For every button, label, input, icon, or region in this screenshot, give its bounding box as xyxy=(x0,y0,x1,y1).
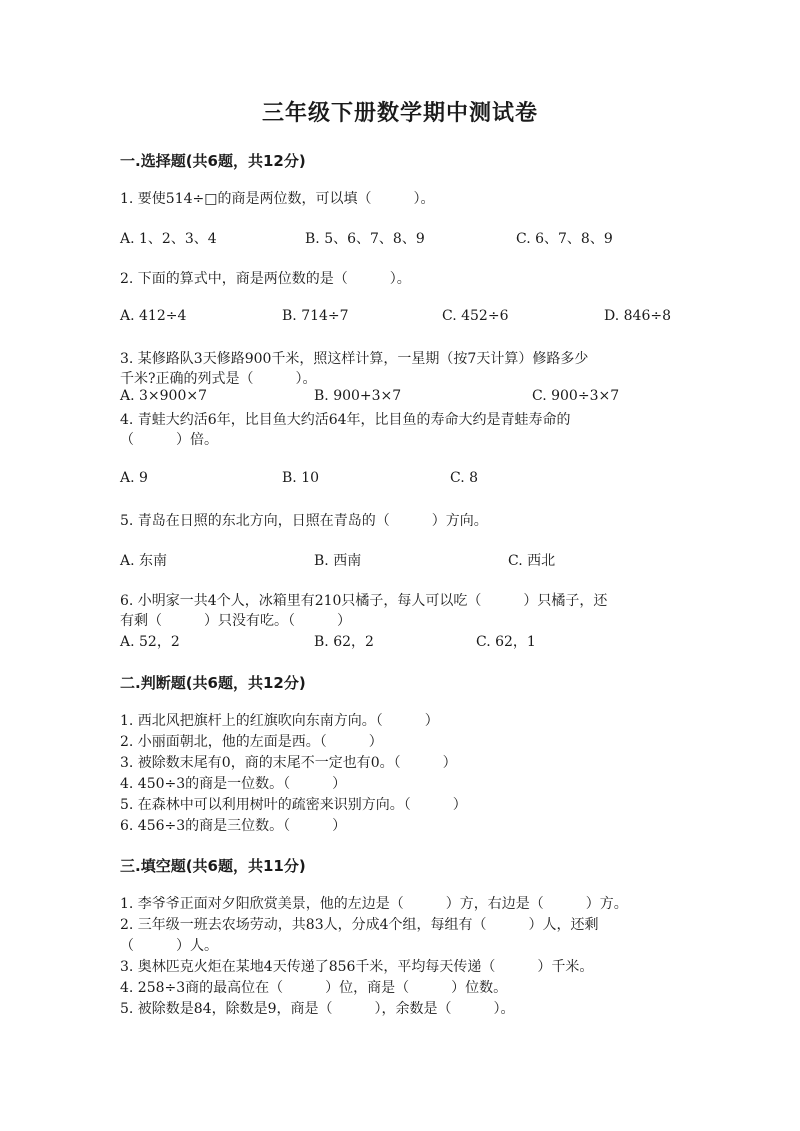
question-text: 6. 小明家一共4个人，冰箱里有210只橘子，每人可以吃（ ）只橘子，还 xyxy=(120,593,608,609)
judgement-item: 2. 小丽面朝北，他的左面是西。（ ） xyxy=(120,734,383,750)
question-text: 2. 下面的算式中，商是两位数的是（ ）。 xyxy=(120,271,411,287)
section-heading-fill-blank: 三.填空题(共6题，共11分) xyxy=(120,857,306,875)
question-text: 1. 要使514÷□的商是两位数，可以填（ ）。 xyxy=(120,191,435,207)
option-d: D. 846÷8 xyxy=(604,308,671,324)
fill-blank-item: 1. 李爷爷正面对夕阳欣赏美景，他的左边是（ ）方，右边是（ ）方。 xyxy=(120,896,628,912)
question-text: （ ）倍。 xyxy=(120,432,218,448)
section-heading-judgement: 二.判断题(共6题，共12分) xyxy=(120,674,306,692)
option-c: C. 西北 xyxy=(508,553,556,569)
option-c: C. 6、7、8、9 xyxy=(516,231,613,247)
option-b: B. 900+3×7 xyxy=(314,388,402,404)
option-a: A. 东南 xyxy=(120,553,168,569)
option-c: C. 452÷6 xyxy=(442,308,509,324)
fill-blank-item: 4. 258÷3商的最高位在（ ）位，商是（ ）位数。 xyxy=(120,980,508,996)
judgement-item: 1. 西北风把旗杆上的红旗吹向东南方向。（ ） xyxy=(120,713,439,729)
question-text: 千米?正确的列式是（ ）。 xyxy=(120,371,317,387)
option-b: B. 714÷7 xyxy=(282,308,349,324)
judgement-item: 4. 450÷3的商是一位数。（ ） xyxy=(120,776,347,792)
question-text: 4. 青蛙大约活6年，比目鱼大约活64年，比目鱼的寿命大约是青蛙寿命的 xyxy=(120,412,571,428)
fill-blank-item: 5. 被除数是84，除数是9，商是（ ），余数是（ ）。 xyxy=(120,1001,515,1017)
judgement-item: 5. 在森林中可以利用树叶的疏密来识别方向。（ ） xyxy=(120,797,467,813)
question-text: 5. 青岛在日照的东北方向，日照在青岛的（ ）方向。 xyxy=(120,513,488,529)
judgement-item: 6. 456÷3的商是三位数。（ ） xyxy=(120,818,347,834)
section-heading-choice: 一.选择题(共6题，共12分) xyxy=(120,152,306,170)
option-a: A. 52，2 xyxy=(120,634,180,650)
option-c: C. 8 xyxy=(450,470,479,486)
option-c: C. 62，1 xyxy=(476,634,536,650)
question-text: 有剩（ ）只没有吃。（ ） xyxy=(120,613,351,629)
option-b: B. 62，2 xyxy=(314,634,374,650)
option-a: A. 3×900×7 xyxy=(120,388,208,404)
option-b: B. 西南 xyxy=(314,553,362,569)
option-b: B. 10 xyxy=(282,470,320,486)
question-text: 3. 某修路队3天修路900千米，照这样计算，一星期（按7天计算）修路多少 xyxy=(120,351,589,367)
option-a: A. 9 xyxy=(120,470,148,486)
option-a: A. 1、2、3、4 xyxy=(120,231,217,247)
fill-blank-item: 2. 三年级一班去农场劳动，共83人，分成4个组，每组有（ ）人，还剩 xyxy=(120,917,599,933)
option-b: B. 5、6、7、8、9 xyxy=(305,231,425,247)
page-title: 三年级下册数学期中测试卷 xyxy=(261,100,538,126)
fill-blank-item: （ ）人。 xyxy=(120,938,218,954)
option-a: A. 412÷4 xyxy=(120,308,187,324)
fill-blank-item: 3. 奥林匹克火炬在某地4天传递了856千米，平均每天传递（ ）千米。 xyxy=(120,959,594,975)
option-c: C. 900÷3×7 xyxy=(532,388,620,404)
judgement-item: 3. 被除数末尾有0，商的末尾不一定也有0。（ ） xyxy=(120,755,457,771)
